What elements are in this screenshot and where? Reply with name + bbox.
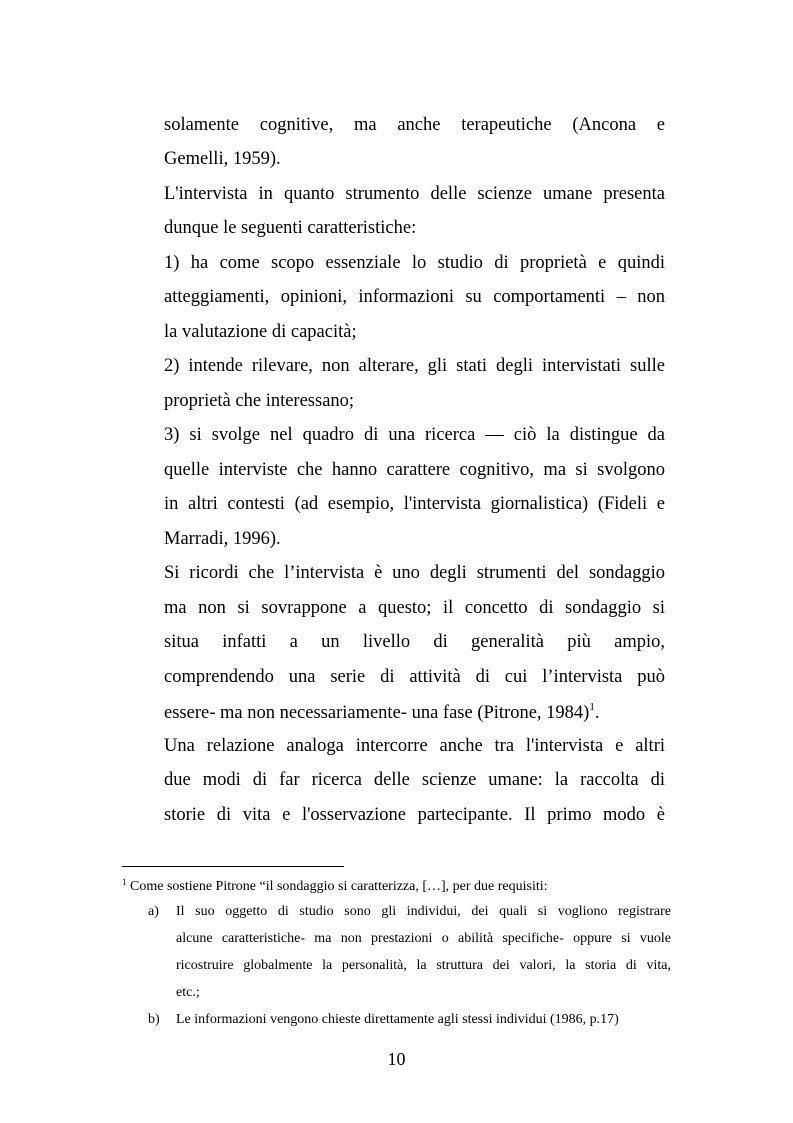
body-line: Una relazione analoga intercorre anche tra l'intervista e altri bbox=[164, 736, 665, 756]
body-line: atteggiamenti, opinioni, informazioni su comportamenti – non bbox=[164, 287, 665, 307]
body-line: la valutazione di capacità; bbox=[164, 322, 357, 342]
footnote-intro bbox=[122, 878, 548, 894]
footnote-item-line: Il suo oggetto di studio sono gli individui, dei quali si vogliono registrare bbox=[176, 904, 671, 919]
sentence-period: . bbox=[594, 703, 600, 723]
footnote-separator bbox=[122, 866, 344, 867]
footnote-item-marker: a) bbox=[148, 904, 159, 919]
footnote-number: 1 bbox=[122, 877, 127, 887]
footnote-item-marker: b) bbox=[148, 1012, 160, 1027]
body-line: comprendendo una serie di attività di cui l’intervista può bbox=[164, 667, 665, 687]
body-line: L'intervista in quanto strumento delle scienze umane presenta bbox=[164, 184, 665, 204]
body-line: in altri contesti (ad esempio, l'intervista giornalistica) (Fideli e bbox=[164, 494, 665, 514]
body-line: Marradi, 1996). bbox=[164, 529, 281, 549]
body-line: solamente cognitive, ma anche terapeutiche (Ancona e bbox=[164, 115, 665, 135]
body-line: 1) ha come scopo essenziale lo studio di proprietà e quindi bbox=[164, 253, 665, 273]
body-line: due modi di far ricerca delle scienze umane: la raccolta di bbox=[164, 770, 665, 790]
footnote-item-line: etc.; bbox=[176, 985, 200, 1000]
body-line: quelle interviste che hanno carattere cognitivo, ma si svolgono bbox=[164, 460, 665, 480]
footnote-item-line: Le informazioni vengono chieste direttamente agli stessi individui (1986, p.17) bbox=[176, 1012, 619, 1027]
body-line: 3) si svolge nel quadro di una ricerca — ciò la distingue da bbox=[164, 425, 665, 445]
body-line: situa infatti a un livello di generalità più ampio, bbox=[164, 632, 665, 652]
footnote-intro-text: Come sostiene Pitrone “il sondaggio si caratterizza, […], per due requisiti: bbox=[130, 879, 548, 894]
body-line: dunque le seguenti caratteristiche: bbox=[164, 218, 417, 238]
body-line: storie di vita e l'osservazione partecipante. Il primo modo è bbox=[164, 805, 665, 825]
body-line: ma non si sovrappone a questo; il concetto di sondaggio si bbox=[164, 598, 665, 618]
body-line bbox=[164, 702, 665, 723]
body-line: Si ricordi che l’intervista è uno degli strumenti del sondaggio bbox=[164, 563, 665, 583]
body-line: 2) intende rilevare, non alterare, gli stati degli intervistati sulle bbox=[164, 356, 665, 376]
page-number: 10 bbox=[387, 1049, 406, 1069]
footnote-item-line: alcune caratteristiche- ma non prestazioni o abilità specifiche- oppure si vuole bbox=[176, 931, 671, 946]
footnote-item-line: ricostruire globalmente la personalità, la struttura dei valori, la storia di vita, bbox=[176, 958, 671, 973]
footnote-reference[interactable]: 1 bbox=[589, 701, 595, 713]
body-line-text: essere- ma non necessariamente- una fase (Pitrone, 1984) bbox=[164, 703, 590, 723]
body-line: proprietà che interessano; bbox=[164, 391, 355, 411]
body-line: Gemelli, 1959). bbox=[164, 149, 281, 169]
